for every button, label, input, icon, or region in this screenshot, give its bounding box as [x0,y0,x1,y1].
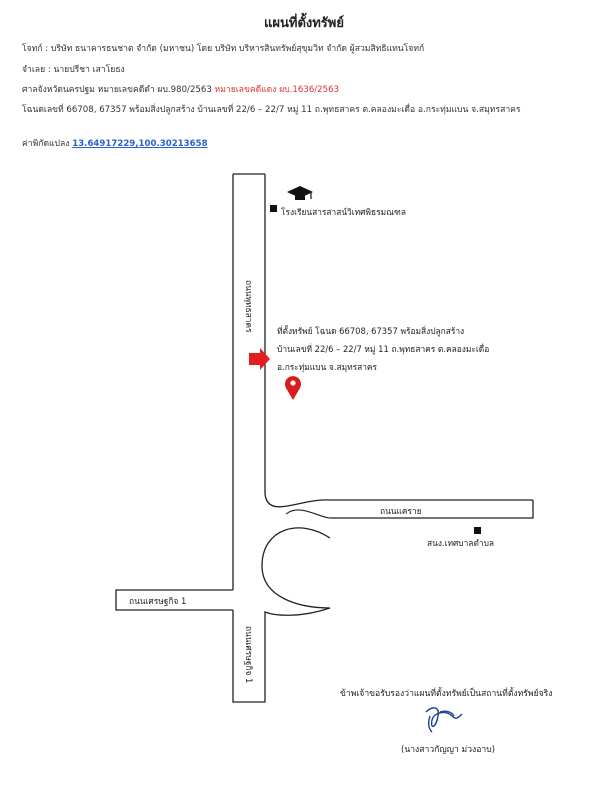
office-marker-icon [474,527,481,534]
coordinate-link[interactable]: 13.64917229,100.30213658 [72,139,208,149]
office-label: สนง.เทศบาลตำบล [427,538,495,548]
property-description [277,322,489,376]
main-road-label: ถนนพุทธสาคร [244,280,254,333]
property-line-2: บ้านเลขที่ 22/6 – 22/7 หมู่ 11 ถ.พุทธสาคร ต.คลองมะเดื่อ [277,344,490,354]
plaintiff-line: โจทก์ : บริษัท ธนาคารธนชาต จำกัด (มหาชน) โดย บริษัท บริหารสินทรัพย์สุขุมวิท จำกัด ผู้สวมสิทธิแทนโจทก์ [22,44,425,54]
school-label: โรงเรียนสารสาสน์วิเทศพิธรมณฑล [281,207,406,217]
location-pin-icon [285,376,301,400]
signer-name: (นางสาวกัญญา ม่วงอาบ) [401,745,496,755]
red-arrow-icon [249,348,270,370]
red-case-number: หมายเลขคดีแดง ผบ.1636/2563 [214,85,340,95]
junction-curve-inner [286,510,330,518]
signature-mark [426,708,462,732]
defendant-line: จำเลย : นายปรีชา เสาโยธง [22,65,125,75]
east-road-outline [330,500,533,518]
west-road-label: ถนนเศรษฐกิจ 1 [129,596,187,606]
title-deed-line: โฉนดเลขที่ 66708, 67357 พร้อมสิ่งปลูกสร้าง บ้านเลขที่ 22/6 – 22/7 หมู่ 11 ถ.พุทธสาคร ต.คลองมะเดื่อ อ.กระทุ่มแบน จ.สมุทรสาคร [22,105,521,115]
south-road-label: ถนนเศรษฐกิจ 1 [244,626,254,684]
roundabout-island [262,528,330,608]
school-marker-icon [270,205,277,212]
property-line-3: อ.กระทุ่มแบน จ.สมุทรสาคร [277,362,378,372]
property-line-1: ที่ตั้งทรัพย์ โฉนด 66708, 67357 พร้อมสิ่งปลูกสร้าง [277,326,465,336]
black-case-number: ศาลจังหวัดนครปฐม หมายเลขคดีดำ ผบ.980/2563 [22,85,212,95]
main-road-north-outline [233,174,265,590]
coordinate-label: ค่าพิกัดแปลง [22,139,70,149]
graduation-cap-icon [287,186,313,200]
east-road-label: ถนนแคราย [380,506,422,516]
certification-statement: ข้าพเจ้าขอรับรองว่าแผนที่ตั้งทรัพย์เป็นสถานที่ตั้งทรัพย์จริง [340,689,553,699]
page-title: แผนที่ตั้งทรัพย์ [264,16,344,31]
